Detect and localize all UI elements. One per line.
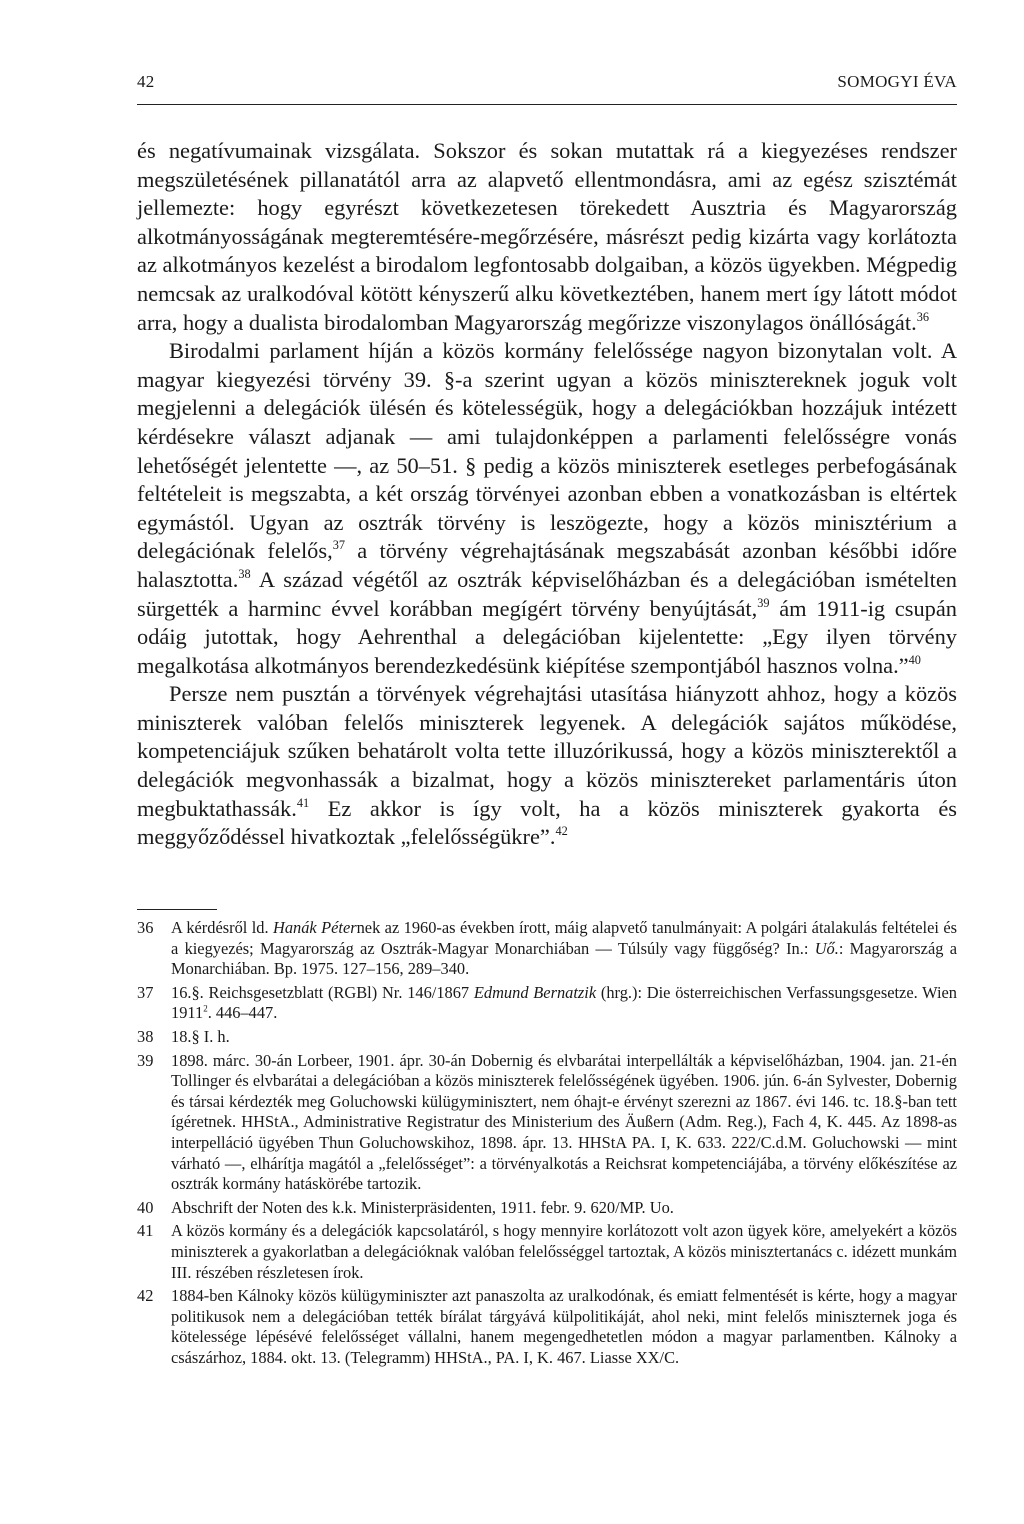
- footnote-41: [137, 1221, 957, 1283]
- footnote-number: 41: [137, 1221, 154, 1241]
- footnote-37-text-1: 16.§. Reichsgesetzblatt (RGBl) Nr. 146/1867: [171, 982, 474, 1002]
- footnote-text: 18.§ I. h.: [171, 1026, 230, 1046]
- running-head-author: SOMOGYI ÉVA: [837, 72, 957, 91]
- footnote-number: 40: [137, 1197, 154, 1217]
- footnote-number: 39: [137, 1050, 154, 1070]
- paragraph-3-text-a: Persze nem pusztán a törvények végrehajtási utasítása hiányzott ahhoz, hogy a közös miniszterek valóban felelős miniszterek legyenek. A delegációk sajátos működése, kompetenciájuk szűken behatárolt volta tette illuzórikussá, hogy a közös miniszterektől a delegációk megvonhassák a bizalmat, hogy a közös minisztereket parlamentáris úton megbuktathassák.: [137, 681, 957, 821]
- footnote-38: [137, 1027, 957, 1048]
- footnote-text: Abschrift der Noten des k.k. Ministerpräsidenten, 1911. febr. 9. 620/MP. Uo.: [171, 1197, 674, 1217]
- footnote-number: 38: [137, 1026, 154, 1046]
- footnote-ref-36: 36: [916, 309, 929, 324]
- footnote-36-ibid: Uő.: [814, 938, 839, 958]
- footnote-37-author: Edmund Bernatzik: [473, 982, 597, 1002]
- footnote-ref-37: 37: [332, 538, 345, 553]
- footnote-text: [171, 983, 957, 1024]
- footnote-40: [137, 1198, 957, 1219]
- paragraph-2-text-c: A század végétől az osztrák képviselőházban és a delegációban ismételten sürgették a harminc évvel korábban megígért törvény benyújtását,: [137, 566, 957, 621]
- footnote-42: [137, 1286, 957, 1368]
- paragraph-2: [137, 337, 957, 680]
- footnote-text: A közös kormány és a delegációk kapcsolatáról, s hogy mennyire korlátozott volt azon ügyek köre, amelyekért a közös miniszterek a gyakorlatban a delegációknak valóban felelősséggel tartoztak, A közös minisztertanács c. idézett munkám III. részében részletesen írok.: [171, 1221, 958, 1282]
- footnote-36-text-2: nek az 1960-as években írott, máig alapvető tanulmányait: A polgári átalakulás feltételei és a kiegyezés; Magyarország az Osztrák-Magyar Monarchiában — Túlsúly vagy függőség? In.:: [171, 918, 958, 958]
- paragraph-3: [137, 680, 957, 852]
- footnote-text: 1884-ben Kálnoky közös külügyminiszter azt panaszolta az uralkodónak, és emiatt felmentését is kérte, hogy a magyar politikusok nem a delegációban tették bírálat tárgyává külpolitikáját, ahol neki, mint felelős miniszternek joga és kötelessége lépésévé felelősséget vállalni, hanem megengedhetetlen módon a magyar parlamentben. Kálnoky a császárhoz, 1884. okt. 13. (Telegramm) HHStA., PA. I, K. 467. Liasse XX/C.: [171, 1286, 957, 1367]
- footnote-number: 37: [137, 982, 154, 1002]
- paragraph-1-text: és negatívumainak vizsgálata. Sokszor és sokan mutattak rá a kiegyezéses rendszer megszületésének pillanatától arra az alapvető ellentmondásra, ami az egész szisztémát jellemezte: hogy egyrészt következetesen törekedett Ausztria és Magyarország alkotmányosságának megteremtésére-megőrzésére, másrészt pedig kizárta vagy korlátozta az alkotmányos kezelést a birodalom legfontosabb dolgaiban, a közös ügyekben. Mégpedig nemcsak az uralkodóval kötött kényszerű alku következtében, hanem mert így látott módot arra, hogy a dualista birodalomban Magyarország megőrizze viszonylagos önállóságát.: [137, 138, 957, 335]
- footnote-36-text-3: : Magyarország a Monarchiában. Bp. 1975. 127–156, 289–340.: [171, 938, 957, 979]
- footnote-36-author: Hanák Péter: [273, 918, 357, 937]
- page-number: 42: [137, 72, 155, 91]
- running-header: [137, 72, 957, 92]
- footnote-39: [137, 1051, 957, 1195]
- footnote-ref-41: 41: [296, 795, 310, 810]
- main-text: [137, 137, 957, 852]
- footnote-37-text-3: . 446–447.: [207, 1003, 278, 1023]
- footnote-37-edition: 2: [203, 1003, 208, 1014]
- footnote-ref-39: 39: [757, 595, 770, 610]
- paragraph-2-text-d: ám 1911-ig csupán odáig jutottak, hogy Aehrenthal a delegációban kijelentette: „Egy ilyen törvény megalkotása alkotmányos berendezkedésünk kiépítése szempontjából hasznos volna.”: [137, 595, 957, 678]
- footnote-ref-42: 42: [555, 824, 568, 839]
- footnote-separator: [137, 909, 217, 910]
- footnote-37: [137, 983, 957, 1024]
- paragraph-2-text-a: Birodalmi parlament híján a közös kormány felelőssége nagyon bizonytalan volt. A magyar kiegyezési törvény 39. §-a szerint ugyan a közös minisztereknek joguk volt megjelenni a delegációk ülésén és kötelességük, hogy a delegációkban hozzájuk intézett kérdésekre választ adjanak — ami tulajdonképpen a parlamenti felelősségre vonás lehetőségét jelentette —, az 50–51. § pedig a közös miniszterek esetleges perbefogásának feltételeit is megszabta, a két ország törvényei azonban ebben a vonatkozásban is eltértek egymástól. Ugyan az osztrák törvény is leszögezte, hogy a közös minisztérium a delegációnak felelős,: [137, 338, 957, 564]
- footnote-number: 36: [137, 918, 154, 937]
- footnote-text: 1898. márc. 30-án Lorbeer, 1901. ápr. 30-án Dobernig és elvbarátai interpellálták a képviselőházban, 1904. jan. 21-én Tollinger és elvbarátai a delegációban a közös miniszterek felelősségének ügyében. 1906. jún. 6-án Sylvester, Dobernig és társai kérdezték meg Goluchowski külügyminisztert, nem óhajt-e érvényt szerezni az 1867. évi 146. tc. 18.§-ban tett ígéretnek. HHStA., Administrative Registratur des Ministerium des Äußern (Adm. Reg.), Fach 4, K. 445. Az 1898-as interpelláció ügyében Thun Goluchowskihoz, 1898. ápr. 13. HHStA PA. I, K. 633. 222/C.d.M. Goluchowski — mint várható —, elhárítja magától a „felelősséget”: a törvényalkotás a Reichsrat kompetenciájába, a törvény előkészítése az osztrák kormány hatáskörébe tartozik.: [171, 1050, 957, 1194]
- footnotes: [137, 918, 957, 1368]
- footnote-ref-38: 38: [238, 566, 251, 581]
- footnote-number: 42: [137, 1286, 154, 1306]
- footnote-36-text-1: A kérdésről ld.: [171, 918, 273, 937]
- footnote-36: [137, 918, 957, 980]
- header-rule: [137, 104, 957, 105]
- footnote-text: [171, 918, 957, 980]
- footnote-37-text-2: (hrg.): Die österreichischen Verfassungsgesetze. Wien 1911: [171, 982, 957, 1023]
- paragraph-1: [137, 137, 957, 337]
- footnote-ref-40: 40: [908, 652, 921, 667]
- paragraph-2-text-b: a törvény végrehajtásának megszabását azonban későbbi időre halasztotta.: [137, 538, 957, 592]
- paragraph-3-text-b: Ez akkor is így volt, ha a közös miniszterek gyakorta és meggyőződéssel hivatkoztak „felelősségükre”.: [137, 795, 957, 850]
